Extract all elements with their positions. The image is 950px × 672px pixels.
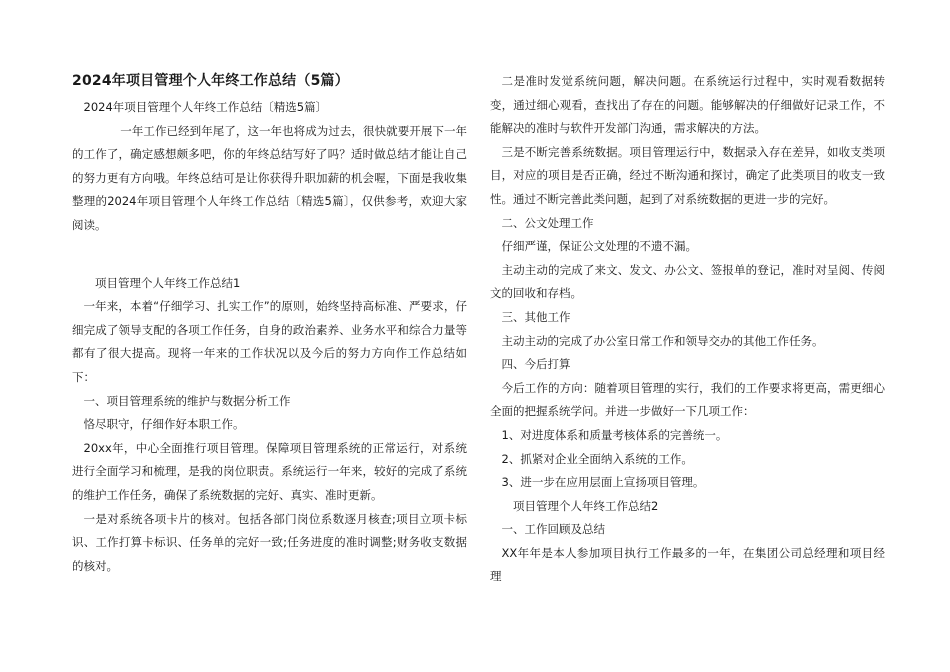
document-title: 2024年项目管理个人年终工作总结（5篇） [72, 73, 349, 89]
section-heading: 一、工作回顾及总结 [501, 522, 605, 537]
paragraph: 二是准时发觉系统问题，解决问题。在系统运行过程中，实时观看数据转变，通过细心观看，查找出了存在的问题。能够解决的仔细做好记录工作，不能解决的准时与软件开发部门沟通，需求解决的方法。 [490, 74, 885, 136]
section-title-1: 项目管理个人年终工作总结1 [95, 275, 241, 290]
list-item: 1、对进度体系和质量考核体系的完善统一。 [501, 427, 728, 442]
document-subtitle: 2024年项目管理个人年终工作总结〔精选5篇〕 [83, 100, 328, 114]
right-column [490, 70, 885, 589]
paragraph: 仔细严谨，保证公文处理的不遗不漏。 [501, 239, 697, 254]
list-item: 2、抓紧对企业全面纳入系统的工作。 [501, 451, 693, 466]
section-heading: 一、项目管理系统的维护与数据分析工作 [83, 393, 291, 408]
left-column [72, 70, 467, 578]
section-heading: 二、公文处理工作 [501, 215, 594, 230]
paragraph: 主动主动的完成了来文、发文、办公文、签报单的登记，准时对呈阅、传阅文的回收和存档。 [490, 262, 885, 301]
paragraph: 一是对系统各项卡片的核对。包括各部门岗位系数逐月核查;项目立项卡标识、工作打算卡标识、任务单的完好一致;任务进度的准时调整;财务收支数据的核对。 [72, 511, 467, 573]
section-title-2: 项目管理个人年终工作总结2 [513, 498, 659, 513]
spacer [72, 238, 467, 272]
list-item: 3、进一步在应用层面上宣扬项目管理。 [501, 475, 705, 490]
paragraph: 20xx年，中心全面推行项目管理。保障项目管理系统的正常运行，对系统进行全面学习和梳理，是我的岗位职责。系统运行一年来，较好的完成了系统的维护工作任务，确保了系统数据的完好、真实、准时更新。 [72, 440, 467, 502]
paragraph: 恪尽职守，仔细作好本职工作。 [83, 417, 245, 432]
paragraph: 一年来，本着“仔细学习、扎实工作”的原则，始终坚持高标准、严要求，仔细完成了领导支配的各项工作任务，自身的政治素养、业务水平和综合力量等都有了很大提高。现将一年来的工作状况以及今后的努力方向作工作总结如下： [72, 299, 467, 384]
paragraph: 主动主动的完成了办公室日常工作和领导交办的其他工作任务。 [501, 333, 824, 348]
paragraph: 三是不断完善系统数据。项目管理运行中，数据录入存在差异，如收支类项目，对应的项目是否正确，经过不断沟通和探讨，确定了此类项目的收支一致性。通过不断完善此类问题，起到了对系统数据的更进一步的完好。 [490, 144, 885, 206]
section-heading: 四、今后打算 [501, 357, 571, 372]
section-heading: 三、其他工作 [501, 309, 571, 324]
intro-paragraph: 一年工作已经到年尾了，这一年也将成为过去，很快就要开展下一年的工作了，确定感想颇多吧，你的年终总结写好了吗？适时做总结才能让自己的努力更有方向哦。年终总结可是让你获得升职加薪的机会喔，下面是我收集整理的2024年项目管理个人年终工作总结〔精选5篇〕，仅供参考，欢迎大家阅读。 [72, 123, 467, 232]
paragraph: 今后工作的方向：随着项目管理的实行，我们的工作要求将更高，需更细心全面的把握系统学问。并进一步做好一下几项工作： [490, 380, 885, 419]
paragraph: XX年年是本人参加项目执行工作最多的一年，在集团公司总经理和项目经理 [490, 545, 885, 584]
